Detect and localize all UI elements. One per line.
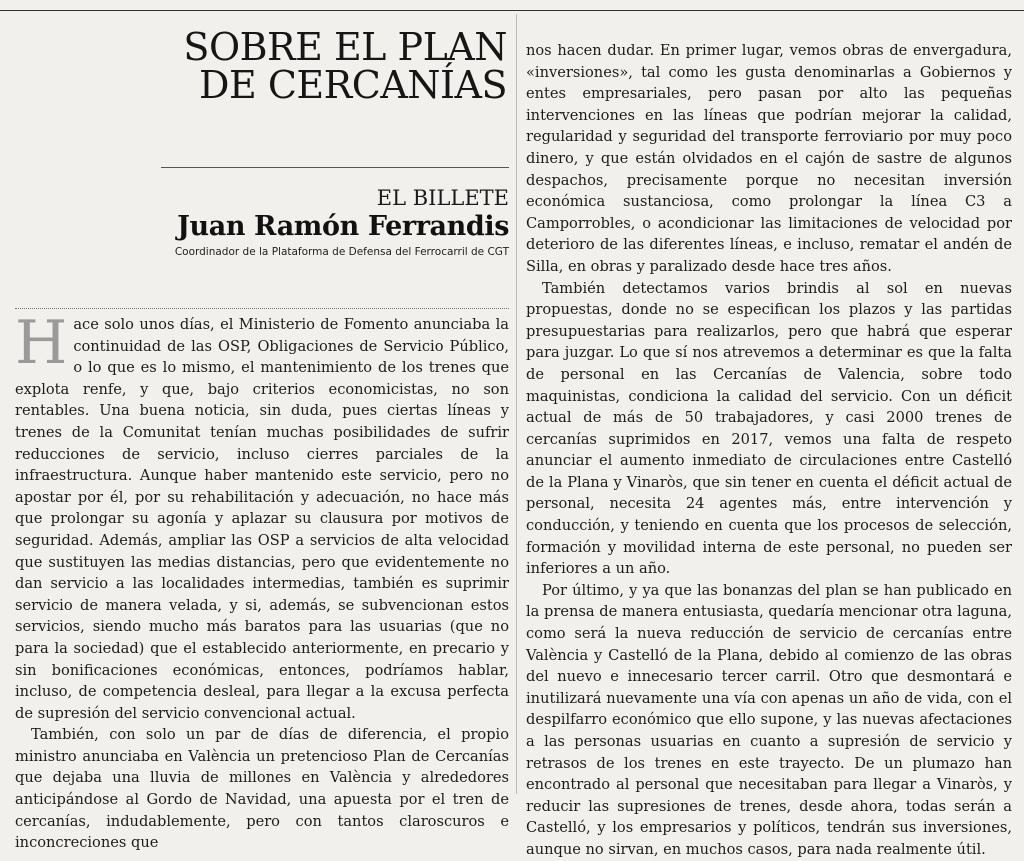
author-name: Juan Ramón Ferrandis [177,211,509,242]
left-column [15,25,509,852]
headline-rule [161,167,509,168]
body-left [15,308,509,854]
paragraph-4: También detectamos varios brindis al sol en nuevas propuestas, donde no se especifican los plazos y las partidas presupuestarias para realizarlos, pero que habrá que esperar para juzgar. Lo que sí nos atrevemos a determinar es que la falta de personal en las Cercanías de Valencia, sobre todo maquinistas, condiciona la calidad del servicio. Con un déficit actual de más de 50 trabajadores, y casi 2000 trenes de cercanías suprimidos en 2017, vemos una falta de respeto anunciar el aumento inmediato de circulaciones entre Castelló de la Plana y Vinaròs, que sin tener en cuenta el déficit actual de personal, necesita 24 agentes más, entre intervención y conducción, y teniendo en cuenta que los procesos de selección, formación y movilidad interna de este personal, no pueden ser inferiores a un año. [526,279,1012,578]
paragraph-1-text: ace solo unos días, el Ministerio de Fomento anunciaba la continuidad de las OSP, Obligaciones de Servicio Público, o lo que es lo mismo, el mantenimiento de los trenes que explota renfe, y que, bajo criterios economicistas, no son rentables. Una buena noticia, sin duda, pues ciertas líneas y trenes de la Comunitat tenían muchas posibilidades de sufrir reducciones de servicio, incluso cierres parciales de la infraestructura. Aunque haber mantenido este servicio, pero no apostar por él, por su rehabilitación y adecuación, no hace más que prolongar su agonía y aplazar su clausura por motivos de seguridad. Además, ampliar las OSP a servicios de alta velocidad que sustituyen las medias distancias, pero que evidentemente no dan servicio a las localidades intermedias, también es suprimir servicio de manera velada, y si, además, se subvencionan estos servicios, siendo mucho más baratos para las usuarias (que no para la sociedad) que el establecido anteriormente, en precario y sin bonificaciones económicas, entonces, podríamos hablar, incluso, de competencia desleal, para llegar a la excusa perfecta de supresión del servicio convencional actual. [15,316,509,722]
top-rule [0,10,1024,11]
paragraph-1 [15,308,509,724]
right-column [526,40,1012,861]
paragraph-2: También, con solo un par de días de diferencia, el propio ministro anunciaba en València un pretencioso Plan de Cercanías que dejaba una lluvia de millones en València y alrededores anticipándose al Gordo de Navidad, una apuesta por el tren de cercanías, indudablemente, pero con tantos claroscuros e inconcreciones que [15,726,509,852]
headline-line-2: DE CERCANÍAS [199,63,507,107]
paragraph-5: Por último, y ya que las bonanzas del plan se han publicado en la prensa de manera entusiasta, quedaría mencionar otra laguna, como será la nueva reducción de servicio de cercanías entre València y Castelló de la Plana, debido al comienzo de las obras del nuevo e innecesario tercer carril. Otro que desmontará e inutilizará nuevamente una vía con apenas un año de vida, con el despilfarro económico que ello supone, y las nuevas afectaciones a las personas usuarias en cuanto a supresión de servicio y retrasos de los trenes en este trayecto. De un plumazo han encontrado al personal que necesitaban para llegar a Vinaròs, y reducir las supresiones de trenes, desde ahora, todas serán a Castelló, y los empresarios y políticos, tendrán sus inversiones, aunque no sirvan, en muchos casos, para nada realmente útil. [526,581,1012,858]
author-role: Coordinador de la Plataforma de Defensa del Ferrocarril de CGT [174,246,509,258]
byline-block [175,186,509,260]
paragraph-3: nos hacen dudar. En primer lugar, vemos obras de envergadura, «inversiones», tal como les gusta denominarlas a Gobiernos y entes empresariales, pero pasan por alto las pequeñas intervenciones en las líneas que podrían mejorar la calidad, regularidad y seguridad del transporte ferroviario por muy poco dinero, y que están olvidados en el cajón de sastre de algunos despachos, precisamente porque no necesitan inversión económica sustanciosa, como prolongar la línea C3 a Camporrobles, o acondicionar las limitaciones de velocidad por deterioro de las diferentes líneas, e incluso, rematar el andén de Silla, en obras y paralizado desde hace tres años. [526,42,1012,275]
section-label: EL BILLETE [376,186,509,210]
headline [15,25,509,107]
headline-line-1: SOBRE EL PLAN [183,25,507,69]
column-divider [516,14,517,794]
drop-cap: H [15,308,68,378]
byline-divider [15,308,509,309]
